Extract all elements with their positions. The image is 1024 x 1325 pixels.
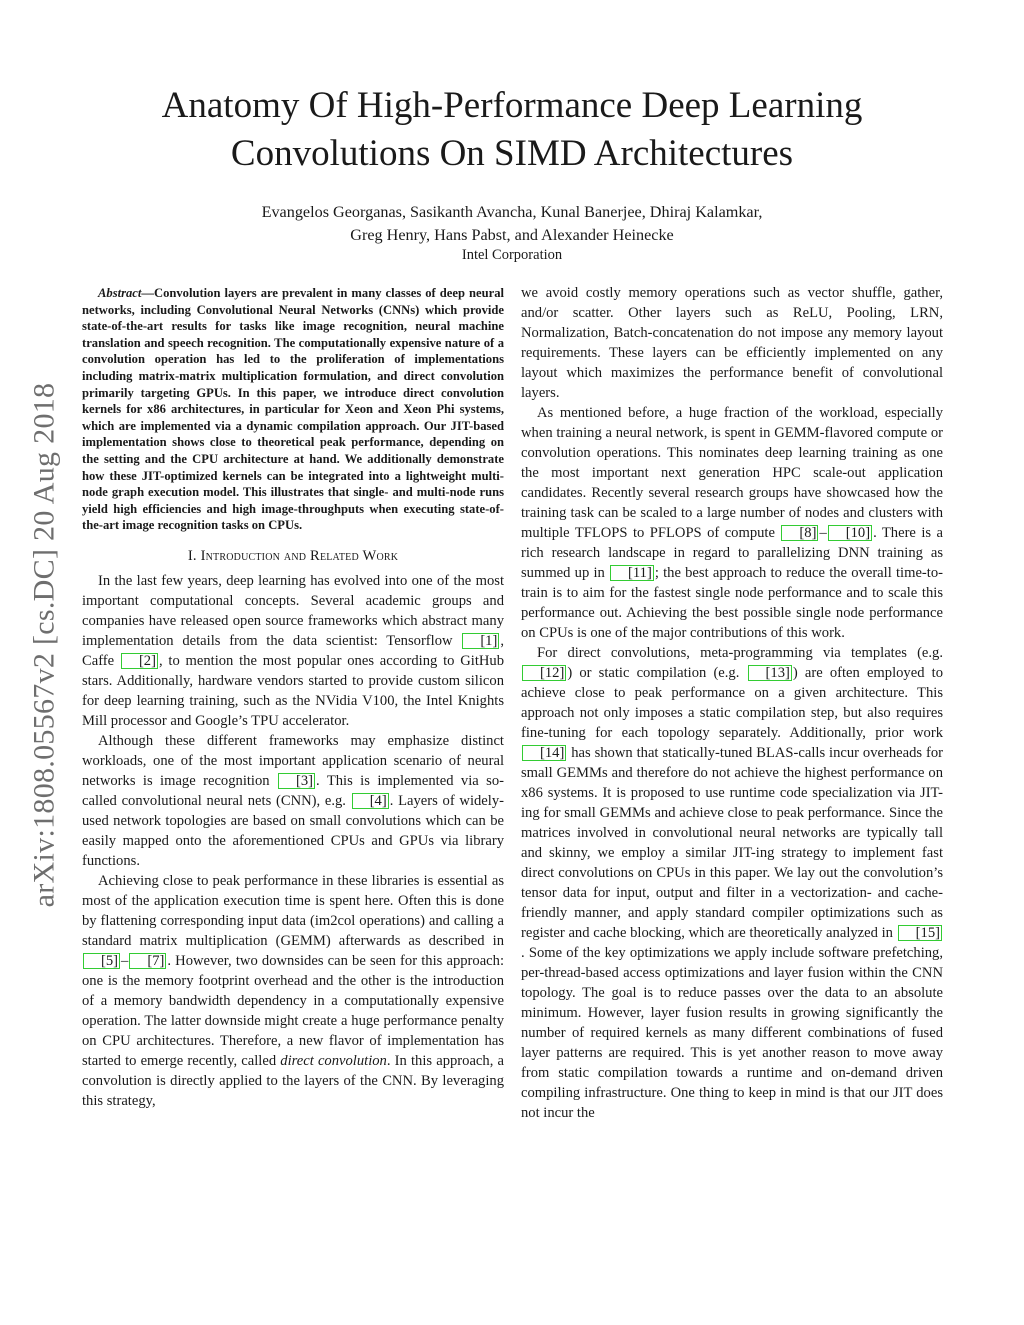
citation-link-11[interactable]: [11] xyxy=(610,565,654,581)
citation-link-12[interactable]: [12] xyxy=(522,665,566,681)
citation-link-5[interactable]: [5] xyxy=(83,953,120,969)
paragraph-text: . There is a rich research landscape in regard to parallelizing DNN training as summed up in xyxy=(521,525,943,581)
paragraph-text: . This is implemented via so-called convolutional neural nets (CNN), e.g. xyxy=(82,772,504,809)
authors-line-2: Greg Henry, Hans Pabst, and Alexander Heinecke xyxy=(350,226,674,244)
paragraph-text: ) or static compilation (e.g. xyxy=(567,665,747,681)
citation-link-13[interactable]: [13] xyxy=(748,665,792,681)
intro-paragraph-2 xyxy=(82,731,504,871)
citation-link-15[interactable]: [15] xyxy=(898,925,942,941)
abstract xyxy=(82,285,504,534)
paragraph-text: . Some of the key optimizations we apply include software prefetching, per-thread-based access optimizations and layer fusion within the CNN topology. The goal is to reduce passes over the data to an absolute minimum. However, layer fusion results in growing significantly the number of required kernels as many different combinations of fused layer patterns are required. This is yet another reason to move away from static compilation towards a runtime and on-demand driven compiling infrastructure. One thing to keep in mind is that our JIT does not incur the xyxy=(521,945,943,1121)
paragraph-text: . However, two downsides can be seen for this approach: one is the memory footprint overhead and the other is the introduction of a memory bandwidth dependency in a computationally expensive operation. The latter downside might create a huge performance penalty on CPU architectures. Therefore, a new flavor of implementation has started to emerge recently, called xyxy=(82,952,504,1069)
citation-range-dash: – xyxy=(121,952,129,969)
authors-line-1: Evangelos Georganas, Sasikanth Avancha, Kunal Banerjee, Dhiraj Kalamkar, xyxy=(261,203,763,221)
citation-link-14[interactable]: [14] xyxy=(522,745,566,761)
left-column xyxy=(82,285,504,1111)
paragraph-text: . In this approach, a convolution is directly applied to the layers of the CNN. By leveraging this strategy, xyxy=(82,1052,504,1109)
section-heading-introduction: I. Introduction and Related Work xyxy=(187,547,399,564)
citation-link-1[interactable]: [1] xyxy=(462,633,499,649)
title-line-1: Anatomy Of High-Performance Deep Learning xyxy=(161,85,863,126)
intro-paragraph-6 xyxy=(521,643,943,1123)
paragraph-text: For direct convolutions, meta-programming via templates (e.g. xyxy=(537,645,943,661)
paragraph-text: In the last few years, deep learning has evolved into one of the most important computational concepts. Several academic groups and companies have released open source frameworks which abstract many implementation details from the data scientist: Tensorflow xyxy=(82,572,504,649)
paragraph-text: has shown that statically-tuned BLAS-calls incur overheads for small GEMMs and therefore do not achieve the highest performance on x86 systems. It is proposed to use runtime code specialization via JIT-ing for small GEMMs and achieve close to peak performance. Since the matrices involved in convolutional neural networks are typically tall and skinny, we employ a similar JIT-ing strategy to implement fast direct convolutions on CPUs in this paper. We lay out the convolution’s tensor data for input, output and filter in a vectorization- and cache-friendly manner, and apply standard compiler optimizations such as register and cache blocking, which are theoretically analyzed in xyxy=(521,745,943,941)
intro-paragraph-5 xyxy=(521,403,943,643)
abstract-text: Convolution layers are prevalent in many classes of deep neural networks, including Convolutional Neural Networks (CNNs) which provide state-of-the-art results for tasks like image recognition, neural machine translation and speech recognition. The computationally expensive nature of a convolution operation has led to the proliferation of implementations including matrix-matrix multiplication formulation, and direct convolution primarily targeting GPUs. In this paper, we introduce direct convolution kernels for x86 architectures, in particular for Xeon and Xeon Phi systems, which are implemented via a dynamic compilation approach. Our JIT-based implementation shows close to theoretical peak performance, depending on the setting and the CPU architecture at hand. We additionally demonstrate how these JIT-optimized kernels can be integrated into a lightweight multi-node graph execution model. This illustrates that single- and multi-node runs yield high efficiencies and high image-throughputs when executing state-of-the-art image recognition tasks on CPUs. xyxy=(82,286,504,533)
citation-link-8[interactable]: [8] xyxy=(781,525,818,541)
citation-link-2[interactable]: [2] xyxy=(121,653,158,669)
citation-range-dash: – xyxy=(819,525,827,541)
abstract-label: Abstract xyxy=(98,286,142,300)
arxiv-identifier: arXiv:1808.05567v2 [cs.DC] 20 Aug 2018 xyxy=(27,382,61,908)
paragraph-text: ; the best approach to reduce the overall time-to-train is to aim for the fastest single node performance and to scale this performance out. Achieving the best possible single node performance on CPUs is one of the major contributions of this work. xyxy=(521,565,943,641)
intro-paragraph-4: we avoid costly memory operations such as vector shuffle, gather, and/or scatter. Other layers such as ReLU, Pooling, LRN, Normalization, Batch-concatenation do not impose any memory layout requirements. These layers can be efficiently implemented on any layout which maximizes the performance benefit of convolutional layers. xyxy=(521,285,943,401)
right-column xyxy=(521,283,943,1123)
author-list xyxy=(82,201,942,247)
paragraph-text: As mentioned before, a huge fraction of the workload, especially when training a neural network, is spent in GEMM-flavored compute or convolution operations. This nominates deep learning training as one the most important next generation HPC scale-out application candidates. Recently several research groups have showcased how the training task can be scaled to a large number of nodes and clusters with multiple TFLOPS to PFLOPS of compute xyxy=(521,405,943,541)
intro-paragraph-1 xyxy=(82,571,504,731)
paragraph-text: ) are often employed to achieve close to peak performance on a given architecture. This approach not only imposes a static compilation step, but also requires fine-tuning for each topology separately. Additionally, prior work xyxy=(521,665,944,741)
citation-link-3[interactable]: [3] xyxy=(278,773,315,789)
title-line-2: Convolutions On SIMD Architectures xyxy=(230,133,794,174)
paper-title xyxy=(82,82,942,178)
emphasized-term: direct convolution xyxy=(280,1052,387,1069)
paragraph-text: , Caffe xyxy=(82,632,504,669)
citation-link-10[interactable]: [10] xyxy=(828,525,872,541)
arxiv-sidebar xyxy=(24,345,64,945)
intro-paragraph-3 xyxy=(82,871,504,1111)
paragraph-text: , to mention the most popular ones according to GitHub stars. Additionally, hardware vendors started to provide custom silicon for deep learning training, such as the NVidia V100, the Intel Knights Mill processor and Google’s TPU accelerator. xyxy=(82,652,505,729)
citation-link-7[interactable]: [7] xyxy=(129,953,166,969)
paragraph-text: Achieving close to peak performance in these libraries is essential as most of the application execution time is spent here. Often this is done by flattening corresponding input data (im2col operations) and calling a standard matrix multiplication (GEMM) afterwards as described in xyxy=(82,872,504,949)
paragraph-text: Although these different frameworks may emphasize distinct workloads, one of the most important application scenario of neural networks is image recognition xyxy=(82,732,504,789)
abstract-dash: — xyxy=(141,286,154,300)
affiliation: Intel Corporation xyxy=(461,247,563,263)
citation-link-4[interactable]: [4] xyxy=(352,793,389,809)
paragraph-text: . Layers of widely-used network topologies are based on small convolutions which can be easily mapped onto the aforementioned CPUs and GPUs via library functions. xyxy=(82,792,504,869)
